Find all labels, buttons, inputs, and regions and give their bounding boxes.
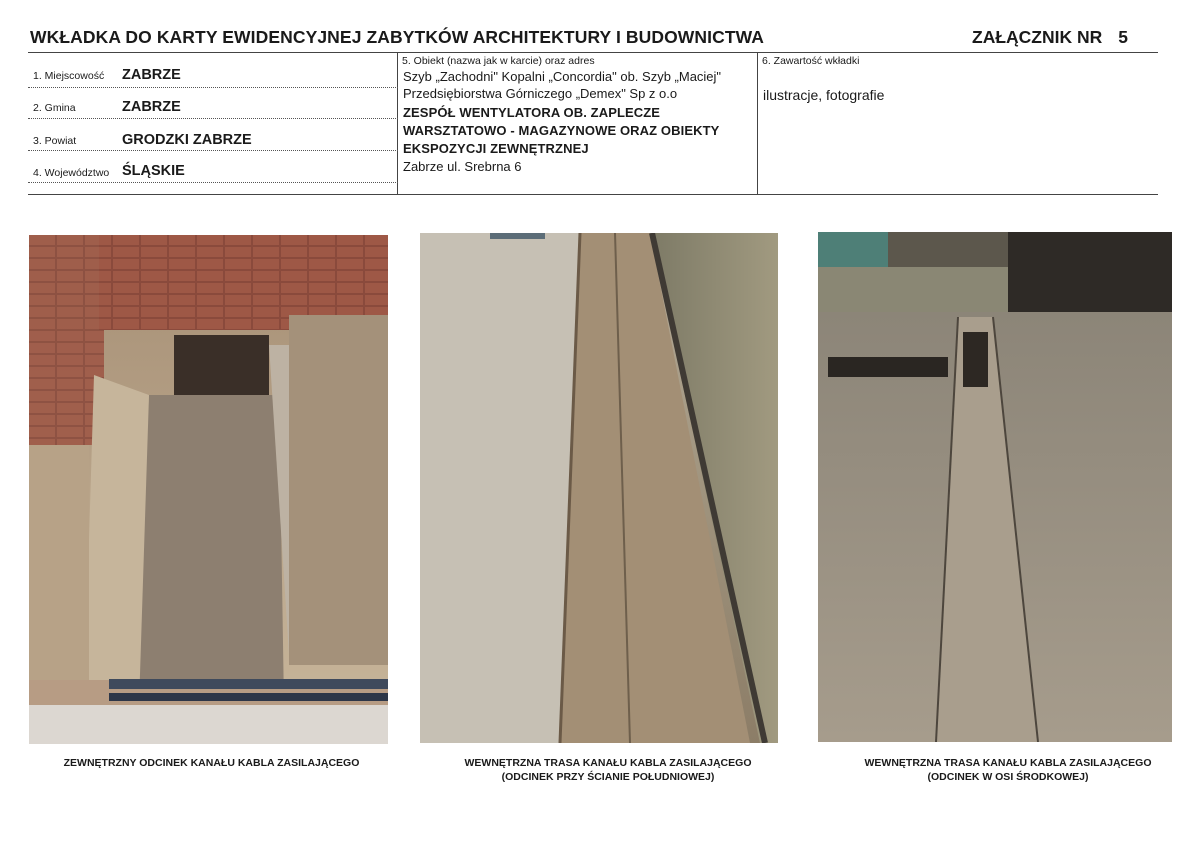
object-address: Zabrze ul. Srebrna 6: [403, 159, 522, 174]
field-label-district: 3. Powiat: [33, 135, 77, 147]
photo-external-cable-channel: [29, 235, 388, 744]
object-owner-line: Przedsiębiorstwa Górniczego „Demex" Sp z o.o: [403, 86, 678, 101]
column-divider-right: [757, 52, 758, 195]
photo-caption-line: (ODCINEK PRZY ŚCIANIE POŁUDNIOWEJ): [501, 771, 715, 783]
object-name-line: Szyb „Zachodni" Kopalni „Concordia" ob. Szyb „Maciej": [403, 69, 722, 84]
photo-caption-line: (ODCINEK W OSI ŚRODKOWEJ): [927, 771, 1089, 783]
field-label-municipality: 2. Gmina: [33, 102, 76, 114]
object-complex-line: EKSPOZYCJI ZEWNĘTRZNEJ: [403, 141, 589, 156]
photo-caption: [29, 756, 394, 770]
photo-caption-line: ZEWNĘTRZNY ODCINEK KANAŁU KABLA ZASILAJĄCEGO: [63, 757, 360, 769]
field-divider: [28, 182, 398, 183]
field-value-locality: ZABRZE: [122, 67, 181, 83]
column-divider-left: [397, 52, 398, 195]
object-complex-line: ZESPÓŁ WENTYLATORA OB. ZAPLECZE: [403, 105, 661, 120]
photo-caption-line: WEWNĘTRZNA TRASA KANAŁU KABLA ZASILAJĄCEGO: [864, 757, 1152, 769]
field-value-district: GRODZKI ZABRZE: [122, 132, 252, 148]
content-box-value: ilustracje, fotografie: [763, 87, 885, 103]
field-divider: [28, 118, 398, 119]
field-value-voivodeship: ŚLĄSKIE: [122, 163, 185, 179]
field-label-locality: 1. Miejscowość: [33, 70, 105, 82]
annex-label: ZAŁĄCZNIK NR: [972, 27, 1103, 47]
photo-caption: [820, 756, 1196, 784]
annex-number: 5: [1118, 27, 1128, 47]
content-box-label: 6. Zawartość wkładki: [762, 55, 860, 67]
document-title: WKŁADKA DO KARTY EWIDENCYJNEJ ZABYTKÓW ARCHITEKTURY I BUDOWNICTWA: [30, 27, 765, 47]
annex-label-group: [972, 27, 1128, 48]
field-value-municipality: ZABRZE: [122, 99, 181, 115]
photo-caption-line: WEWNĘTRZNA TRASA KANAŁU KABLA ZASILAJĄCEGO: [464, 757, 752, 769]
field-label-voivodeship: 4. Województwo: [33, 167, 110, 179]
photo-internal-channel-south-wall: [420, 233, 778, 743]
header-bottom-rule: [28, 194, 1158, 195]
photo-caption: [420, 756, 796, 784]
object-complex-line: WARSZTATOWO - MAGAZYNOWE ORAZ OBIEKTY: [403, 123, 720, 138]
header-top-rule: [28, 52, 1158, 53]
field-divider: [28, 87, 398, 88]
object-box-label: 5. Obiekt (nazwa jak w karcie) oraz adres: [402, 55, 595, 67]
field-divider: [28, 150, 398, 151]
photo-internal-channel-central-axis: [818, 232, 1172, 742]
